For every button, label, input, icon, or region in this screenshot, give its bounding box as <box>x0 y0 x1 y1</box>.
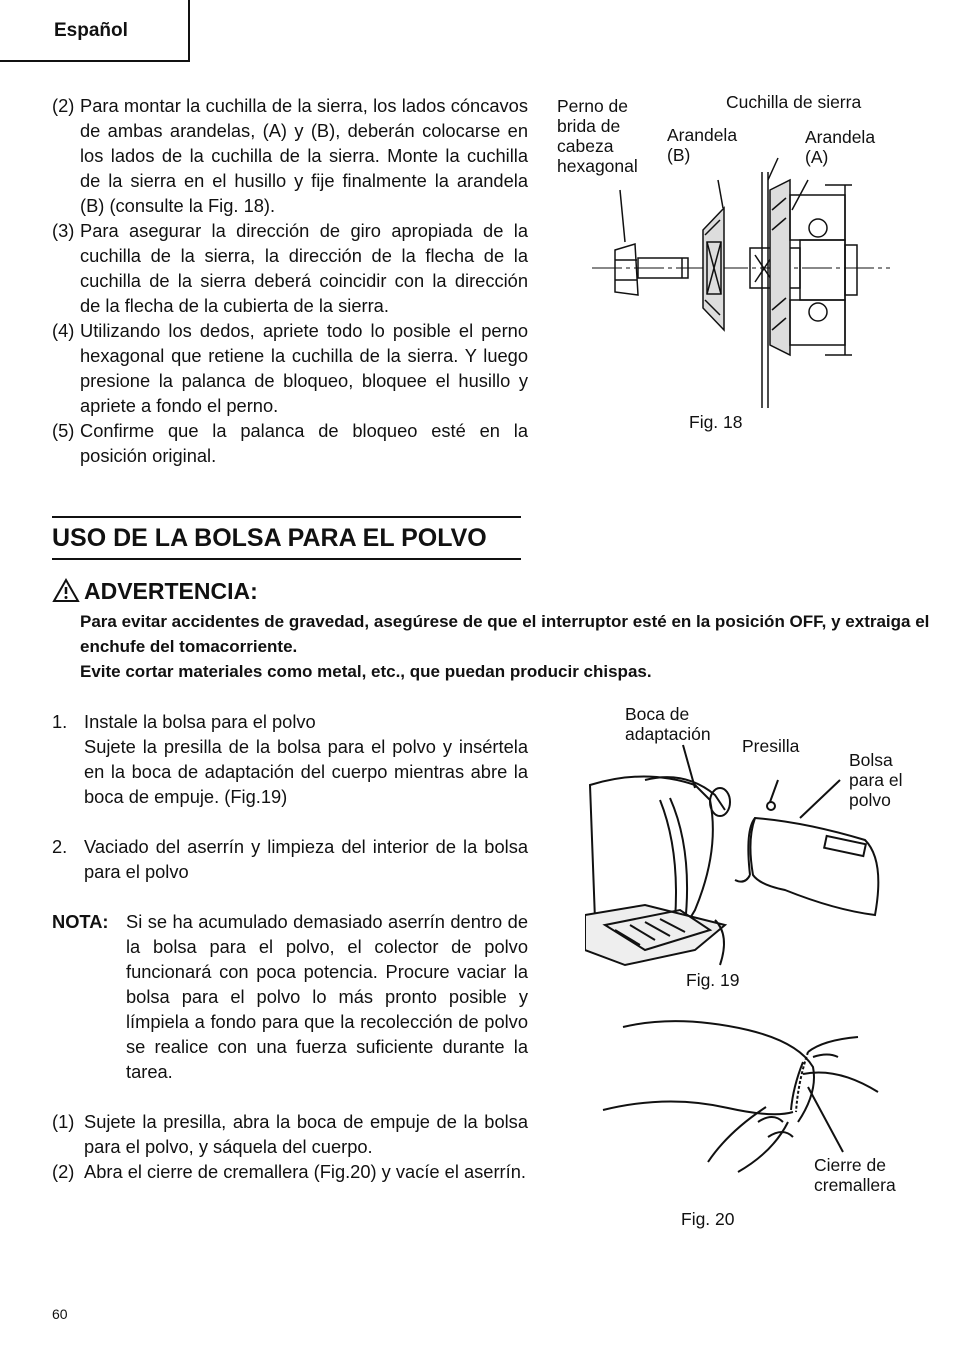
fig18-blade-assembly-diagram <box>590 150 900 415</box>
step-1: 1. Instale la bolsa para el polvo Sujete la presilla de la bolsa para el polvo y insértela en la boca de adaptación del cuerpo mientras abre la boca de empuje. (Fig.19) <box>52 711 528 807</box>
fig19-saw-dustbag-illustration <box>585 740 885 970</box>
fig19-caption: Fig. 19 <box>686 970 740 990</box>
empty-step-1: (1) Sujete la presilla, abra la boca de empuje de la bolsa para el polvo, y sáquela del cuerpo. <box>52 1111 528 1157</box>
mount-step-2: (2) Para montar la cuchilla de la sierra, los lados cóncavos de ambas arandelas, (A) y (B), deberán colocarse en los lados de la cuchilla de la sierra. Monte la cuchilla de la sierra en el husillo y fije finalmente la arandela (B) (consulte la Fig. 18). <box>52 95 528 216</box>
fig18-label-blade: Cuchilla de sierra <box>726 92 862 112</box>
warning-title <box>52 578 258 605</box>
mount-step-4: (4) Utilizando los dedos, apriete todo lo posible el perno hexagonal que retiene la cuchilla de la sierra. Y luego presione la palanca de bloqueo, bloquee el husillo y apriete a fondo el perno. <box>52 320 528 416</box>
language-label: Español <box>54 20 128 41</box>
fig20-caption: Fig. 20 <box>681 1209 735 1229</box>
mount-step-5: (5) Confirme que la palanca de bloqueo esté en la posición original. <box>52 420 528 466</box>
warning-title-text: ADVERTENCIA: <box>84 578 258 604</box>
fig19-label-clip: Presilla <box>742 736 800 756</box>
warning-triangle-icon <box>52 578 80 603</box>
language-tab <box>0 0 190 62</box>
warning-line-2: Evite cortar materiales como metal, etc., que puedan producir chispas. <box>80 662 652 681</box>
mount-step-3: (3) Para asegurar la dirección de giro apropiada de la cuchilla de la sierra, la dirección de la flecha de la cuchilla de la sierra deberá coincidir con la dirección de la flecha de la cubierta de la sierra. <box>52 220 528 316</box>
section-title: USO DE LA BOLSA PARA EL POLVO <box>52 516 521 560</box>
note: NOTA: Si se ha acumulado demasiado aserrín dentro de la bolsa para el polvo, el colector de polvo funcionará con poca potencia. Procure vaciar la bolsa para el polvo lo más pronto posible y límpiela a fondo para que la recolección de polvo se realice con una fuerza suficiente durante la tarea. <box>52 911 528 1082</box>
fig18-label-washer-b: Arandela (B) <box>667 125 738 165</box>
empty-step-2: (2) Abra el cierre de cremallera (Fig.20) y vacíe el aserrín. <box>52 1161 526 1182</box>
fig20-label-zipper: Cierre de cremallera <box>814 1155 896 1195</box>
page-number: 60 <box>52 1306 68 1322</box>
step-2: 2. Vaciado del aserrín y limpieza del interior de la bolsa para el polvo <box>52 836 528 882</box>
fig19-label-bag: Bolsa para el polvo <box>849 750 903 810</box>
fig19-label-port: Boca de adaptación <box>625 704 711 744</box>
warning-line-1: Para evitar accidentes de gravedad, asegúrese de que el interruptor esté en la posición OFF, y extraiga el enchufe del tomacorriente. <box>80 612 930 656</box>
fig18-label-washer-a: Arandela (A) <box>805 127 876 167</box>
fig18-label-bolt: Perno de brida de cabeza hexagonal <box>557 96 638 176</box>
fig18-caption: Fig. 18 <box>689 412 743 432</box>
